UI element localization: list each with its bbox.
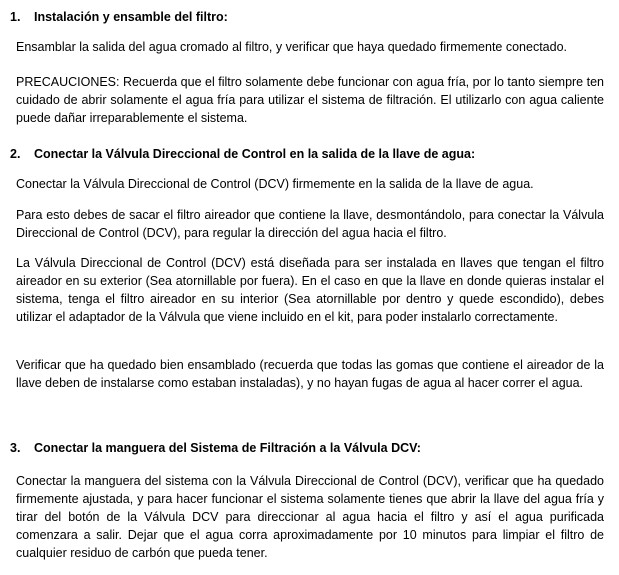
section-2-paragraph-4: Verificar que ha quedado bien ensamblado (recuerda que todas las gomas que contiene el aireador de la llave deben de instalarse como estaban instaladas), y no hayan fugas de agua al hacer correr el agua. [16,358,604,390]
section-2-paragraph-1: Conectar la Válvula Direccional de Control (DCV) firmemente en la salida de la llave de agua. [16,177,534,191]
section-3-heading [10,440,421,456]
section-2-paragraph-2: Para esto debes de sacar el filtro aireador que contiene la llave, desmontándolo, para conectar la Válvula Direccional de Control (DCV), para regular la dirección del agua hacia el filtro. [16,208,604,240]
section-1-title: Instalación y ensamble del filtro: [34,10,228,24]
section-1-number: 1. [10,10,21,24]
section-1-heading [10,9,228,25]
section-2-heading [10,146,475,162]
section-3-paragraph-1: Conectar la manguera del sistema con la Válvula Direccional de Control (DCV), verificar que ha quedado firmemente ajustada, y para hacer funcionar el sistema solamente tienes que abrir la llave del agua fría y tirar del botón de la Válvula DCV para direccionar al agua hacia el filtro y así el agua purificada comenzara a salir. Dejar que el agua corra aproximadamente por 10 minutos para limpiar el filtro de cualquier residuo de carbón que pueda tener. [16,474,604,560]
section-2-number: 2. [10,147,21,161]
section-3-number: 3. [10,441,21,455]
section-3-title: Conectar la manguera del Sistema de Filtración a la Válvula DCV: [34,441,421,455]
section-2-paragraph-3: La Válvula Direccional de Control (DCV) está diseñada para ser instalada en llaves que tengan el filtro aireador en su exterior (Sea atornillable por fuera). En el caso en que la llave en donde quieras instalar el sistema, tenga el filtro aireador en su interior (Sea atornillable por dentro y quede escondido), debes utilizar el adaptador de la Válvula que viene incluido en el kit, para poder instalarlo correctamente. [16,256,604,324]
section-2-title: Conectar la Válvula Direccional de Control en la salida de la llave de agua: [34,147,476,161]
section-1-paragraph-2: PRECAUCIONES: Recuerda que el filtro solamente debe funcionar con agua fría, por lo tanto siempre ten cuidado de abrir solamente el agua fría para utilizar el sistema de filtración. El utilizarlo con agua caliente puede dañar irreparablemente el sistema. [16,75,604,125]
section-1-paragraph-1: Ensamblar la salida del agua cromado al filtro, y verificar que haya quedado firmemente conectado. [16,40,568,54]
